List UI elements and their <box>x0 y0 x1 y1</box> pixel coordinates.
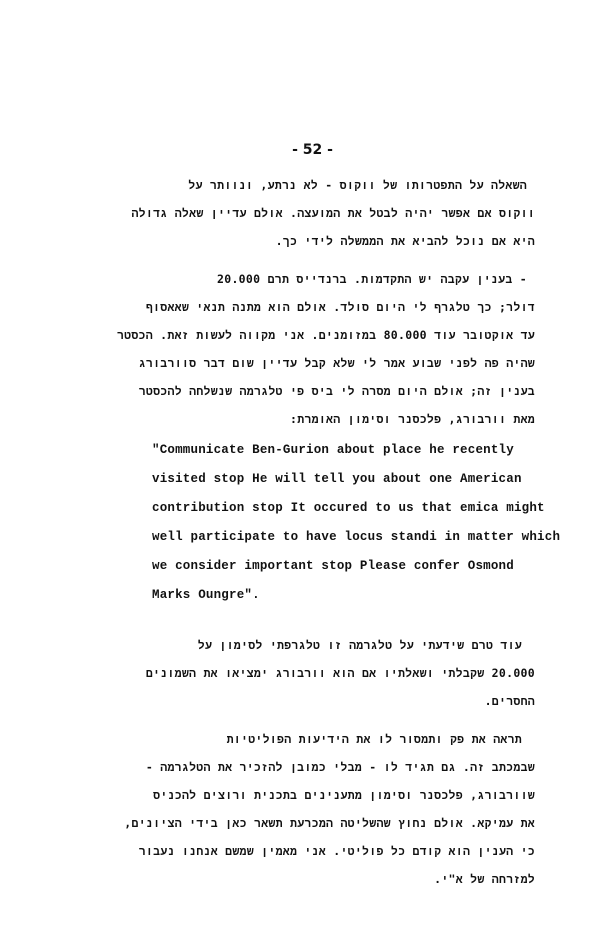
quote-line: we consider important stop Please confer Osmond <box>152 559 514 573</box>
quote-line: visited stop He will tell you about one American <box>152 472 522 486</box>
paragraph-line: תראה את פק ותמסור לו את הידיעות הפוליטיות <box>226 732 522 746</box>
quote-line: well participate to have locus standi in matter which <box>152 530 561 544</box>
quote-line: contribution stop It occured to us that emica might <box>152 501 545 515</box>
paragraph-line: עד אוקטובר עוד 80.000 במזומנים. אני מקווה לעשות זאת. הכסטר <box>116 328 535 342</box>
paragraph-line: 20.000 שקבלתי ושאלתיו אם הוא וורבורג ימציאו את השמונים <box>145 666 535 680</box>
quote-line: "Communicate Ben-Gurion about place he recently <box>152 443 514 457</box>
paragraph-line: שהיה פה לפני שבוע אמר לי שלא קבל עדיין שום דבר סוורבורג <box>138 356 535 370</box>
page-number: - 52 - <box>292 142 333 158</box>
paragraph-line: השאלה על התפטרותו של ווקוס - לא נרתע, ונוותר על <box>188 178 527 192</box>
paragraph-line: שוורבורג, פלכסנר וסימון מתענינים בתכנית ורוצים להכניס <box>153 788 535 802</box>
paragraph-line: כי הענין הוא קודם כל פוליטי. אני מאמין שמשם אנחנו נעבור <box>138 844 535 858</box>
paragraph-line: היא אם נוכל להביא את הממשלה לידי כך. <box>275 234 535 248</box>
paragraph-line: שבמכתב זה. גם תגיד לו - מבלי כמובן להזכיר את הטלגרמה - <box>145 760 535 774</box>
paragraph-line: החסרים. <box>484 694 535 708</box>
paragraph-line: את עמיקא. אולם נחוץ שהשליטה המכרעת תשאר כאן בידי הציונים, <box>124 816 535 830</box>
paragraph-line: ווקוס אם אפשר יהיה לבטל את המועצה. אולם עדיין שאלה גדולה <box>131 206 535 220</box>
quote-line: Marks Oungre". <box>152 588 260 602</box>
paragraph-line: דולר; כך טלגרף לי היום סולד. אולם הוא מתנה תנאי שאאסוף <box>145 300 535 314</box>
paragraph-line: למזרחה של א"י. <box>434 872 535 886</box>
paragraph-line: בענין זה; אולם היום מסרה לי ביס פי טלגרמה שנשלחה להכסטר <box>138 384 535 398</box>
paragraph-line: - בענין עקבה יש התקדמות. ברנדייס תרם 20.000 <box>217 272 527 286</box>
paragraph-line: עוד טרם שידעתי על טלגרמה זו טלגרפתי לסימון על <box>197 638 522 652</box>
paragraph-line: מאת וורבורג, פלכסנר וסימון האומרת: <box>290 412 535 426</box>
